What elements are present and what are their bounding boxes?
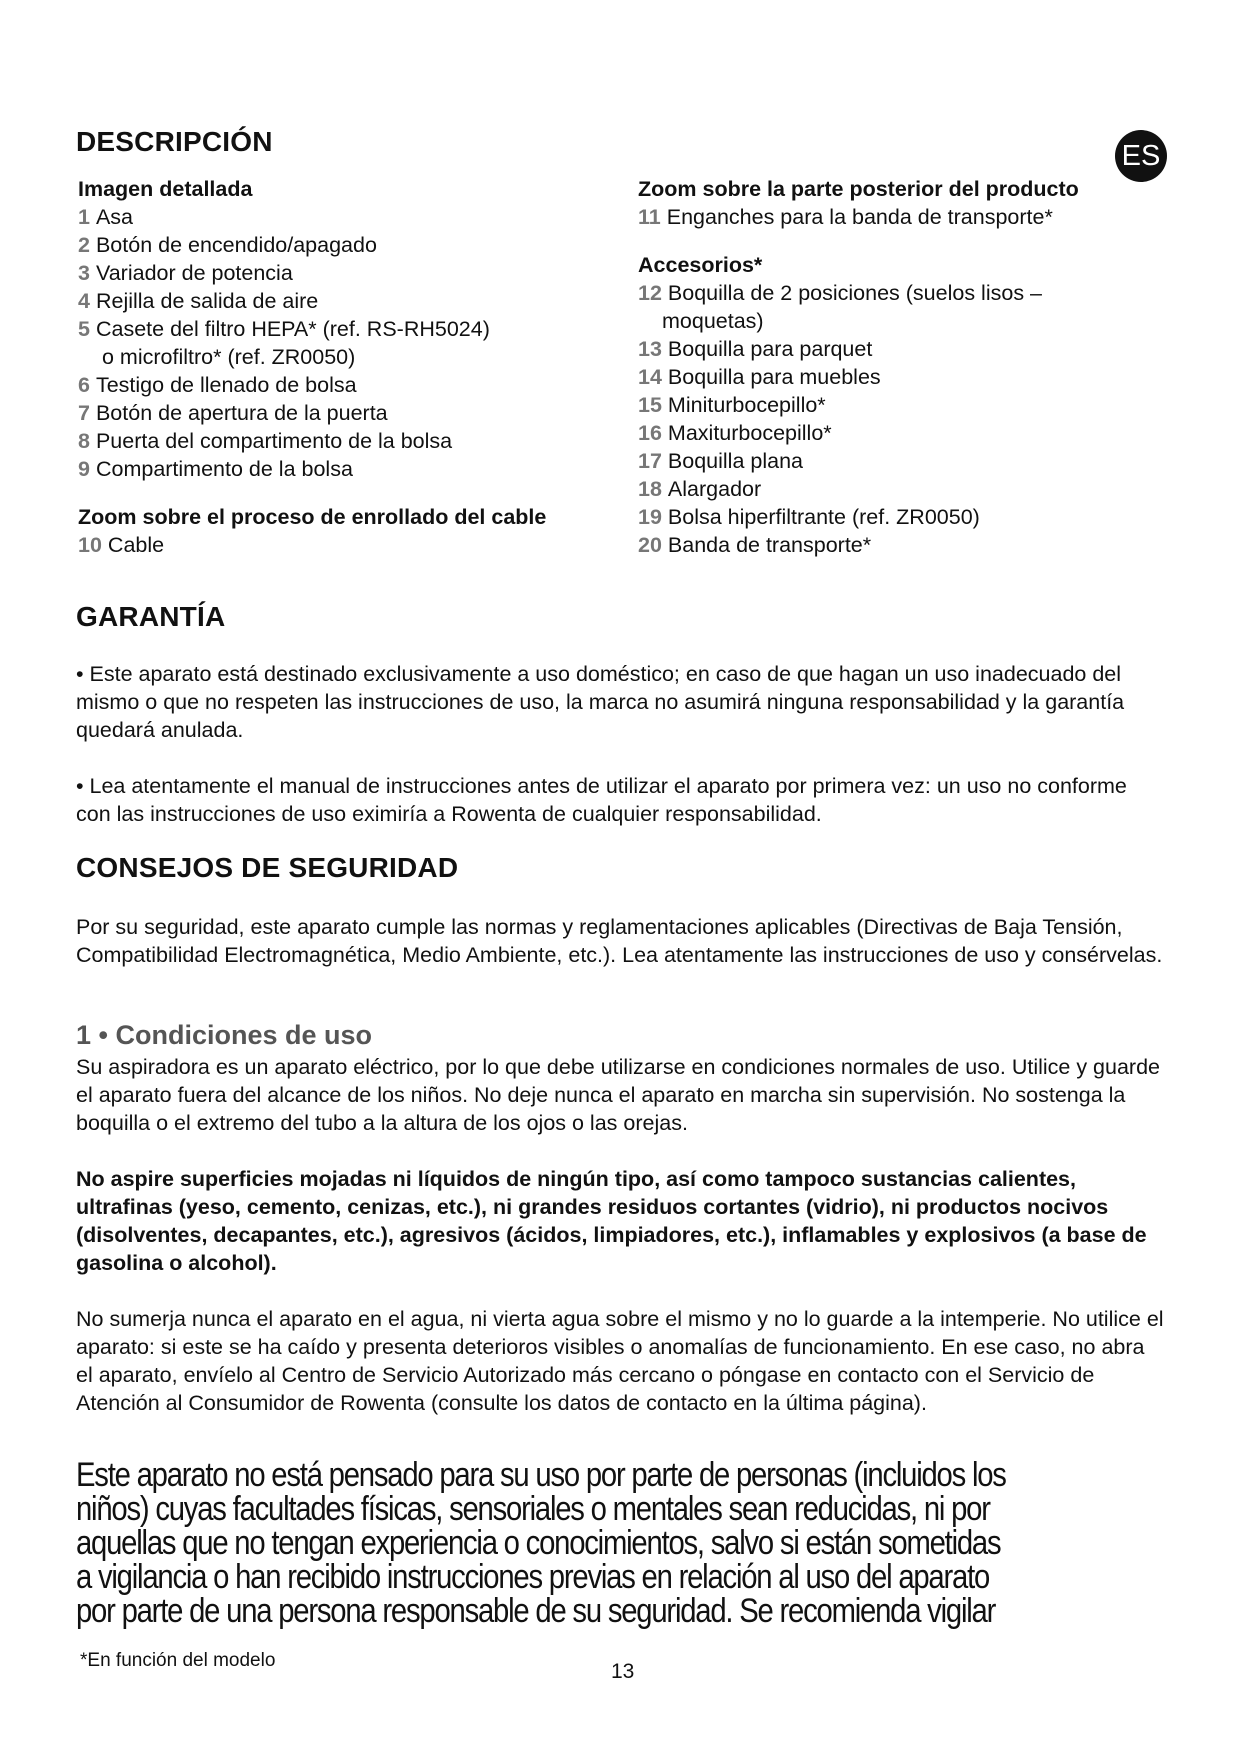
large-warning-line: a vigilancia o han recibido instrucciones previas en relación al uso del aparato bbox=[76, 1558, 990, 1596]
accessories-list bbox=[638, 279, 1178, 559]
list-item bbox=[78, 231, 618, 259]
item-text: Rejilla de salida de aire bbox=[95, 289, 319, 313]
item-number: 14 bbox=[638, 365, 662, 389]
parts-list-cable bbox=[78, 531, 618, 559]
item-text: Enganches para la banda de transporte* bbox=[666, 205, 1053, 229]
item-number: 18 bbox=[638, 477, 662, 501]
item-text: moquetas) bbox=[662, 309, 764, 333]
large-warning-line: aquellas que no tengan experiencia o conocimientos, salvo si están sometidas bbox=[76, 1524, 1001, 1562]
list-item bbox=[78, 455, 618, 483]
list-item bbox=[78, 287, 618, 315]
item-text: Boquilla plana bbox=[667, 449, 804, 473]
list-item bbox=[78, 371, 618, 399]
parts-list-posterior bbox=[638, 203, 1178, 231]
item-text: Alargador bbox=[667, 477, 762, 501]
item-number: 6 bbox=[78, 373, 90, 397]
item-text: Banda de transporte* bbox=[667, 533, 872, 557]
list-item bbox=[78, 399, 618, 427]
item-text: o microfiltro* (ref. ZR0050) bbox=[102, 345, 356, 369]
item-text: Asa bbox=[95, 205, 134, 229]
item-text: Botón de apertura de la puerta bbox=[95, 401, 388, 425]
item-number: 11 bbox=[638, 205, 661, 229]
item-text: Bolsa hiperfiltrante (ref. ZR0050) bbox=[667, 505, 980, 529]
subheading-zoom-cable: Zoom sobre el proceso de enrollado del cable bbox=[78, 505, 547, 529]
section-title-garantia: GARANTÍA bbox=[76, 601, 226, 632]
item-number: 19 bbox=[638, 505, 662, 529]
item-number: 20 bbox=[638, 533, 662, 557]
language-badge: ES bbox=[1115, 130, 1167, 182]
item-text: Botón de encendido/apagado bbox=[95, 233, 377, 257]
list-item bbox=[638, 475, 1178, 503]
item-number: 1 bbox=[78, 205, 90, 229]
condiciones-paragraph-3: No sumerja nunca el aparato en el agua, ni vierta agua sobre el mismo y no lo guarde a la intemperie. No utilice el aparato: si este se ha caído y presenta deterioros visibles o anomalías de funcionamiento. En ese caso, no abra el aparato, envíelo al Centro de Servicio Autorizado más cercano o póngase en contacto con el Servicio de Atención al Consumidor de Rowenta (consulte los datos de contacto en la última página). bbox=[76, 1307, 1164, 1415]
garantia-paragraph-2: • Lea atentamente el manual de instrucciones antes de utilizar el aparato por primera vez: un uso no conforme con las instrucciones de uso eximiría a Rowenta de cualquier responsabilidad. bbox=[76, 774, 1127, 826]
page-number: 13 bbox=[611, 1660, 635, 1683]
list-item bbox=[78, 531, 618, 559]
item-text: Testigo de llenado de bolsa bbox=[95, 373, 357, 397]
parts-list bbox=[78, 203, 618, 483]
large-warning-line: Este aparato no está pensado para su uso por parte de personas (incluidos los bbox=[76, 1456, 1006, 1494]
list-item bbox=[638, 279, 1178, 307]
condiciones-warning-bold: No aspire superficies mojadas ni líquidos de ningún tipo, así como tampoco sustancias calientes, ultrafinas (yeso, cemento, cenizas, etc.), ni grandes residuos cortantes (vidrio), ni productos nocivos (disolventes, decapantes, etc.), agresivos (ácidos, limpiadores, etc.), inflamables y explosivos (a base de gasolina o alcohol). bbox=[76, 1167, 1147, 1275]
list-item bbox=[638, 531, 1178, 559]
item-number: 8 bbox=[78, 429, 90, 453]
item-text: Boquilla para parquet bbox=[667, 337, 873, 361]
list-item bbox=[78, 203, 618, 231]
item-number: 10 bbox=[78, 533, 102, 557]
item-text: Variador de potencia bbox=[95, 261, 293, 285]
item-text: Cable bbox=[107, 533, 165, 557]
list-item bbox=[638, 391, 1178, 419]
list-item bbox=[638, 419, 1178, 447]
list-item bbox=[638, 363, 1178, 391]
item-number: 13 bbox=[638, 337, 662, 361]
item-text: Miniturbocepillo* bbox=[667, 393, 826, 417]
item-number: 4 bbox=[78, 289, 90, 313]
list-item bbox=[638, 335, 1178, 363]
description-left-column bbox=[78, 175, 618, 559]
item-text: Compartimento de la bolsa bbox=[95, 457, 353, 481]
item-number: 9 bbox=[78, 457, 90, 481]
large-warning-text bbox=[76, 1458, 1185, 1628]
item-number: 5 bbox=[78, 317, 90, 341]
large-warning-line: niños) cuyas facultades físicas, sensoriales o mentales sean reducidas, ni por bbox=[76, 1490, 990, 1528]
item-text: Boquilla para muebles bbox=[667, 365, 881, 389]
item-number: 16 bbox=[638, 421, 662, 445]
item-number: 2 bbox=[78, 233, 90, 257]
section-title-seguridad: CONSEJOS DE SEGURIDAD bbox=[76, 852, 459, 883]
list-item bbox=[638, 203, 1178, 231]
item-number: 12 bbox=[638, 281, 662, 305]
item-number: 17 bbox=[638, 449, 662, 473]
item-number: 15 bbox=[638, 393, 662, 417]
item-number: 7 bbox=[78, 401, 90, 425]
subheading-accesorios: Accesorios* bbox=[638, 253, 763, 277]
list-item bbox=[78, 343, 618, 371]
large-warning-line: por parte de una persona responsable de su seguridad. Se recomienda vigilar bbox=[76, 1592, 996, 1630]
item-number: 3 bbox=[78, 261, 90, 285]
section-title-descripcion: DESCRIPCIÓN bbox=[76, 126, 273, 157]
list-item bbox=[638, 307, 1178, 335]
condiciones-paragraph-1: Su aspiradora es un aparato eléctrico, por lo que debe utilizarse en condiciones normales de uso. Utilice y guarde el aparato fuera del alcance de los niños. No deje nunca el aparato en marcha sin supervisión. No sostenga la boquilla o el extremo del tubo a la altura de los ojos o las orejas. bbox=[76, 1055, 1160, 1135]
seguridad-intro: Por su seguridad, este aparato cumple las normas y reglamentaciones aplicables (Directivas de Baja Tensión, Compatibilidad Electromagnética, Medio Ambiente, etc.). Lea atentamente las instrucciones de uso y consérvelas. bbox=[76, 915, 1163, 967]
garantia-paragraph-1: • Este aparato está destinado exclusivamente a uso doméstico; en caso de que hagan un uso inadecuado del mismo o que no respeten las instrucciones de uso, la marca no asumirá ninguna responsabilidad y la garantía quedará anulada. bbox=[76, 662, 1125, 742]
item-text: Boquilla de 2 posiciones (suelos lisos – bbox=[667, 281, 1042, 305]
item-text: Maxiturbocepillo* bbox=[667, 421, 832, 445]
description-right-column bbox=[638, 175, 1178, 559]
subheading-imagen-detallada: Imagen detallada bbox=[78, 177, 253, 201]
list-item bbox=[78, 259, 618, 287]
footnote: *En función del modelo bbox=[80, 1650, 276, 1671]
item-text: Puerta del compartimento de la bolsa bbox=[95, 429, 453, 453]
item-text: Casete del filtro HEPA* (ref. RS-RH5024) bbox=[95, 317, 490, 341]
list-item bbox=[78, 315, 618, 343]
subsection-title-condiciones: 1 • Condiciones de uso bbox=[76, 1020, 372, 1050]
subheading-zoom-posterior: Zoom sobre la parte posterior del producto bbox=[638, 177, 1079, 201]
list-item bbox=[78, 427, 618, 455]
list-item bbox=[638, 503, 1178, 531]
list-item bbox=[638, 447, 1178, 475]
